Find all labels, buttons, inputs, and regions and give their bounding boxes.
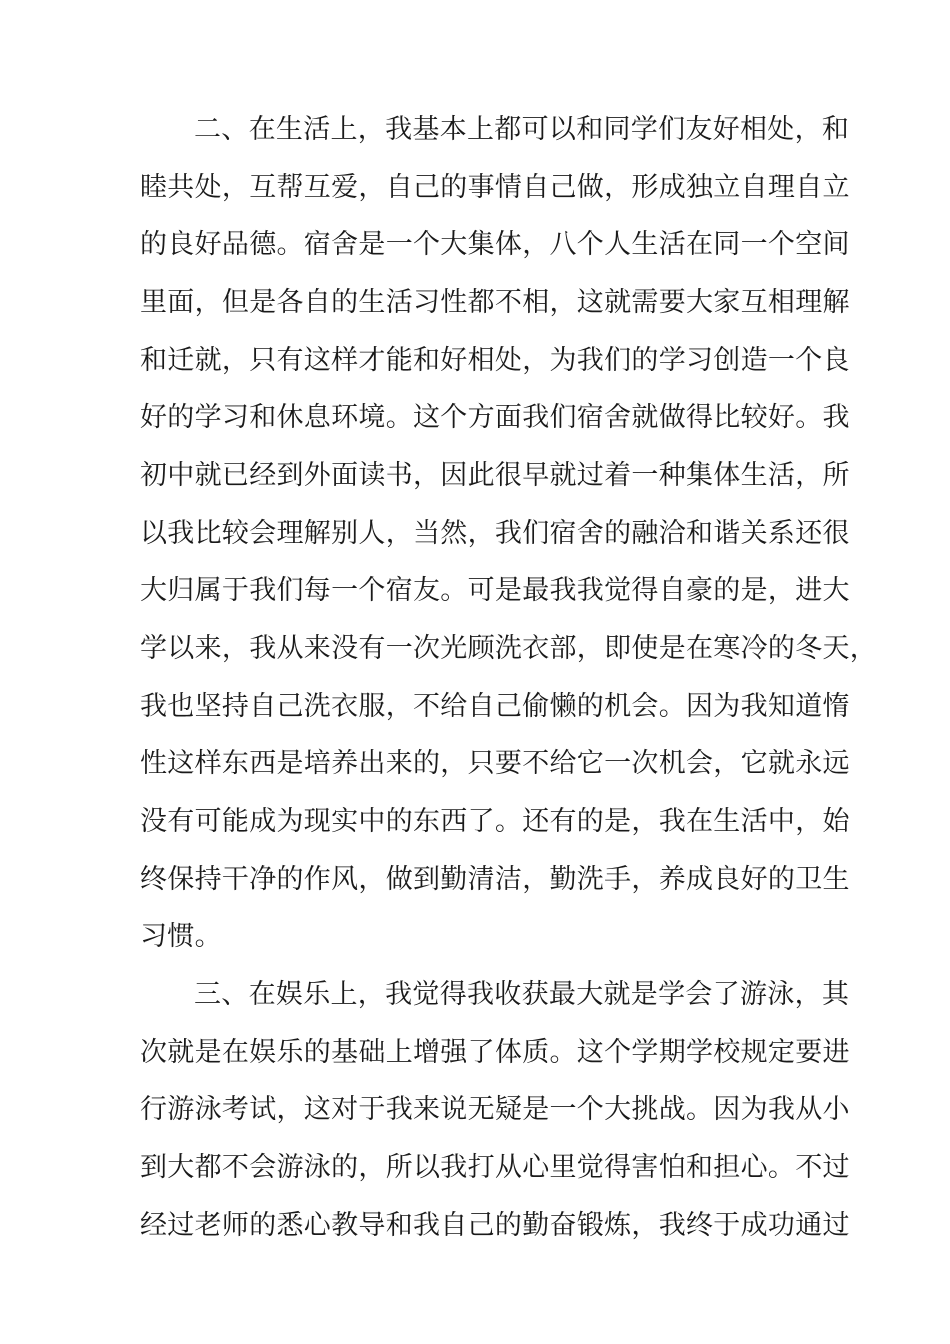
paragraph-2-line-15: 习惯。 xyxy=(140,921,222,952)
paragraph-2-line-5: 和迁就，只有这样才能和好相处，为我们的学习创造一个良 xyxy=(140,345,850,376)
paragraph-2-line-4: 里面，但是各自的生活习性都不相，这就需要大家互相理解 xyxy=(140,287,850,318)
paragraph-2-line-13: 没有可能成为现实中的东西了。还有的是，我在生活中，始 xyxy=(140,806,850,837)
paragraph-2-line-6: 好的学习和休息环境。这个方面我们宿舍就做得比较好。我 xyxy=(140,402,850,433)
paragraph-2-line-9: 大归属于我们每一个宿友。可是最我我觉得自豪的是，进大 xyxy=(140,575,850,606)
paragraph-2-line-12: 性这样东西是培养出来的，只要不给它一次机会，它就永远 xyxy=(140,748,850,779)
paragraph-3-line-3: 行游泳考试，这对于我来说无疑是一个大挑战。因为我从小 xyxy=(140,1094,850,1125)
paragraph-2-line-14: 终保持干净的作风，做到勤清洁，勤洗手，养成良好的卫生 xyxy=(140,864,850,895)
paragraph-2-line-10: 学以来，我从来没有一次光顾洗衣部，即使是在寒冷的冬天， xyxy=(140,633,878,664)
paragraph-2-line-2: 睦共处，互帮互爱，自己的事情自己做，形成独立自理自立 xyxy=(140,172,850,203)
paragraph-2-line-3: 的良好品德。宿舍是一个大集体，八个人生活在同一个空间 xyxy=(140,229,850,260)
paragraph-2-line-7: 初中就已经到外面读书，因此很早就过着一种集体生活，所 xyxy=(140,460,850,491)
paragraph-2-line-1: 二、在生活上，我基本上都可以和同学们友好相处，和 xyxy=(194,114,850,145)
paragraph-3-line-1: 三、在娱乐上，我觉得我收获最大就是学会了游泳，其 xyxy=(194,979,850,1010)
paragraph-2-line-8: 以我比较会理解别人，当然，我们宿舍的融洽和谐关系还很 xyxy=(140,518,850,549)
paragraph-3-line-4: 到大都不会游泳的，所以我打从心里觉得害怕和担心。不过 xyxy=(140,1152,850,1183)
paragraph-3-line-5: 经过老师的悉心教导和我自己的勤奋锻炼，我终于成功通过 xyxy=(140,1210,850,1241)
paragraph-2-line-11: 我也坚持自己洗衣服，不给自己偷懒的机会。因为我知道惰 xyxy=(140,691,850,722)
paragraph-3-line-2: 次就是在娱乐的基础上增强了体质。这个学期学校规定要进 xyxy=(140,1037,850,1068)
